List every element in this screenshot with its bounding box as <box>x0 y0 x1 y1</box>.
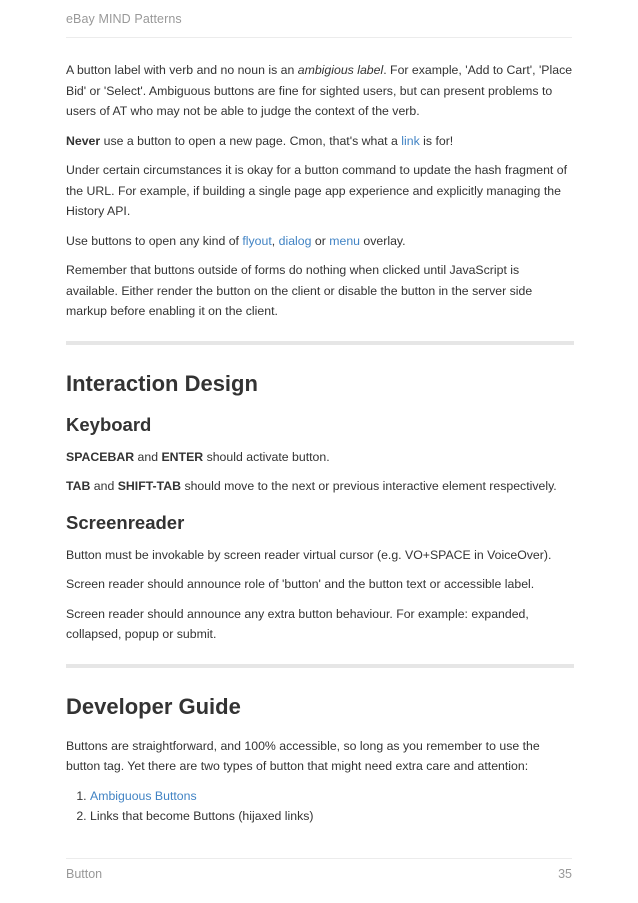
paragraph-keyboard-tab: TAB and SHIFT-TAB should move to the next or previous interactive element respectively. <box>66 479 557 493</box>
heading-keyboard: Keyboard <box>66 413 152 435</box>
paragraph-hash-fragment: Under certain circumstances it is okay for a button command to update the hash fragment of the URL. For example, if building a single page app experience and explicitly managing the History API. <box>66 163 568 218</box>
link-link[interactable]: link <box>401 133 420 148</box>
section-divider <box>66 664 574 668</box>
paragraph-overlays: Use buttons to open any kind of flyout, dialog or menu overlay. <box>66 233 406 248</box>
heading-screenreader: Screenreader <box>66 511 185 533</box>
document-body <box>66 60 574 826</box>
page-header-title: eBay MIND Patterns <box>66 12 182 26</box>
paragraph-developer-intro: Buttons are straightforward, and 100% accessible, so long as you remember to use the button tag. Yet there are two types of button that might need extra care and attention: <box>66 738 540 773</box>
heading-developer-guide: Developer Guide <box>66 693 241 719</box>
footer-divider <box>66 858 572 859</box>
paragraph-sr-behaviour: Screen reader should announce any extra button behaviour. For example: expanded, collapsed, popup or submit. <box>66 606 529 641</box>
page-number: 35 <box>558 867 572 881</box>
link-dialog[interactable]: dialog <box>278 233 312 248</box>
link-flyout[interactable]: flyout <box>242 233 272 248</box>
list-item: 2. Links that become Buttons (hijaxed links) <box>90 806 574 826</box>
list-item <box>90 786 574 806</box>
section-divider <box>66 341 574 345</box>
developer-list <box>66 786 574 826</box>
paragraph-never-new-page: Never use a button to open a new page. Cmon, that's what a link is for! <box>66 133 454 148</box>
bold-never: Never <box>66 133 101 148</box>
paragraph-sr-invokable: Button must be invokable by screen reader virtual cursor (e.g. VO+SPACE in VoiceOver). <box>66 547 552 562</box>
paragraph-ambiguous-label: A button label with verb and no noun is an ambigious label. For example, 'Add to Cart', 'Place Bid' or 'Select'. Ambiguous buttons are fine for sighted users, but can present problems to users of AT who may not be able to judge the context of the verb. <box>66 63 573 118</box>
paragraph-keyboard-activate: SPACEBAR and ENTER should activate button. <box>66 449 330 464</box>
heading-interaction-design: Interaction Design <box>66 370 258 396</box>
link-ambiguous-buttons[interactable]: Ambiguous Buttons <box>90 788 197 803</box>
link-menu[interactable]: menu <box>329 233 360 248</box>
paragraph-sr-role: Screen reader should announce role of 'button' and the button text or accessible label. <box>66 577 535 591</box>
paragraph-javascript: Remember that buttons outside of forms do nothing when clicked until JavaScript is available. Either render the button on the client or disable the button in the server side markup before enabling it on the client. <box>66 263 533 318</box>
footer-section-name: Button <box>66 867 103 881</box>
header-divider <box>66 37 572 38</box>
emphasis-ambiguous-label: ambigious label <box>297 63 384 77</box>
